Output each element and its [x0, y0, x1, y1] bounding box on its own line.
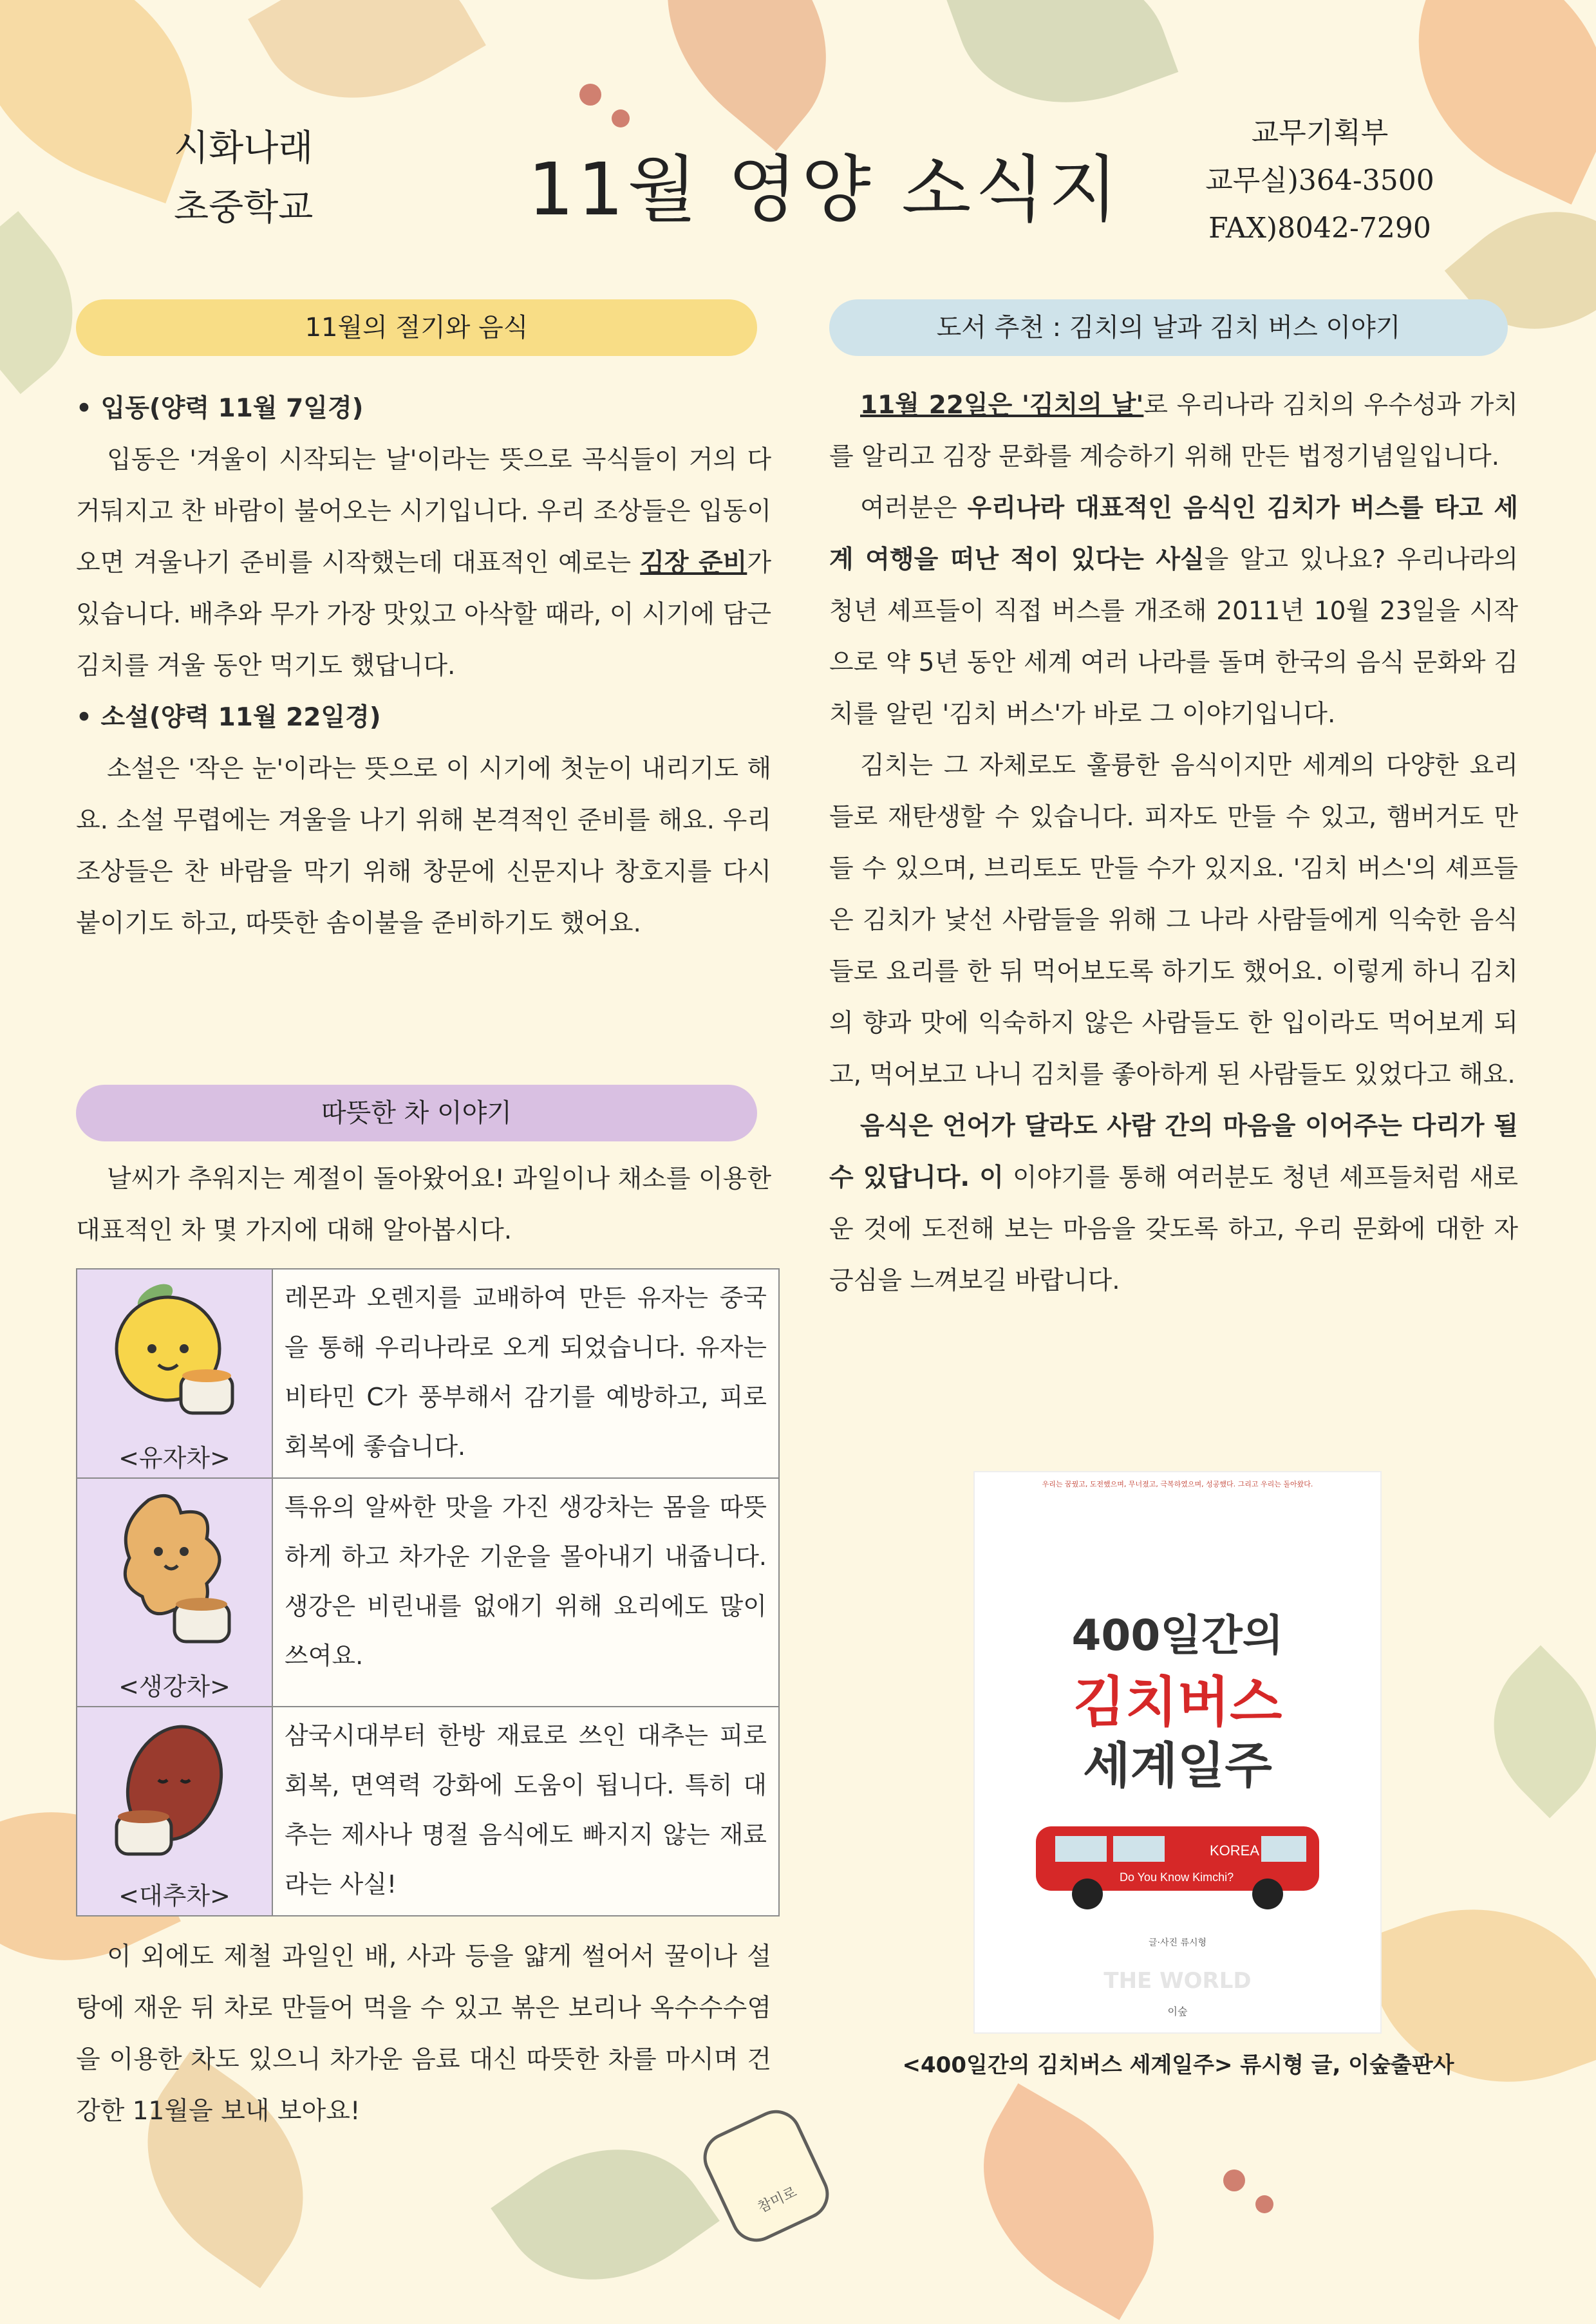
section-heading-tea: 따뜻한 차 이야기 [76, 1085, 757, 1141]
tea-icon-cell [77, 1478, 272, 1707]
tea-table [76, 1268, 780, 1916]
school-name [174, 119, 313, 238]
book-tagline: 우리는 꿈꿨고, 도전했으며, 무너졌고, 극복하였으며, 성공했다. 그리고 우리는 돌아왔다. [1042, 1480, 1313, 1488]
book-publisher-mark: 이숲 [1167, 2005, 1188, 2018]
tea-icon-cell [77, 1269, 272, 1478]
tea-icon-cell [77, 1707, 272, 1916]
tea-name: <대추차> [118, 1882, 230, 1910]
tea-description: 삼국시대부터 한방 재료로 쓰인 대추는 피로 회복, 면역력 강화에 도움이 됩니다. 특히 대추는 제사나 명절 음식에도 빠지지 않는 재료라는 사실! [272, 1707, 779, 1916]
kimchi-dishes-paragraph: 김치는 그 자체로도 훌륭한 음식이지만 세계의 다양한 요리들로 재탄생할 수 있습니다. 피자도 만들 수 있고, 햄버거도 만들 수 있으며, 브리토도 만들 수가 있지요. '김치 버스'의 셰프들은 김치가 낯선 사람들을 위해 그 나라 사람들에게 익숙한 음식들로 요리를 한 뒤 먹어보도록 하기도 했어요. 이렇게 하니 김치의 향과 맛에 익숙하지 않은 사람들도 한 입이라도 먹어보게 되고, 먹어보고 나니 김치를 좋아하게 된 사람들도 있었다고 해요. [829, 751, 1518, 1089]
decor-berry [612, 109, 630, 127]
office-phone: 교무실)364-3500 [1205, 164, 1434, 197]
tea-intro: 날씨가 추워지는 계절이 돌아왔어요! 과일이나 채소를 이용한 대표적인 차 몇 가지에 대해 알아봅시다. [76, 1165, 771, 1245]
decor-leaf [946, 0, 1179, 138]
decor-leaf [491, 2105, 720, 2324]
yuzu-tea-icon [104, 1278, 245, 1426]
tea-description: 특유의 알싸한 맛을 가진 생강차는 몸을 따뜻하게 하고 차가운 기운을 몰아내기 내줍니다. 생강은 비린내를 없애기 위해 요리에도 많이 쓰여요. [272, 1478, 779, 1707]
book-cover [973, 1471, 1382, 2034]
ginger-tea-icon [104, 1487, 245, 1648]
book-title-line2: 김치버스 [1073, 1671, 1282, 1734]
kimchi-bus-paragraph: 여러분은 우리나라 대표적인 음식인 김치가 버스를 타고 세계 여행을 떠난 적이 있다는 사실을 알고 있나요? 우리나라의 청년 셰프들이 직접 버스를 개조해 2011년 10월 23일을 시작으로 약 5년 동안 세계 여러 나라를 돌며 한국의 음식 문화와 김치를 알린 '김치 버스'가 바로 그 이야기입니다. [829, 494, 1518, 729]
contact-info [1178, 109, 1461, 252]
decor-berry [579, 84, 601, 106]
kimchi-day-paragraph: 11월 22일은 '김치의 날'로 우리나라 김치의 우수성과 가치를 알리고 김장 문화를 계승하기 위해 만든 법정기념일입니다. [829, 391, 1518, 471]
soseol-paragraph: 소설은 '작은 눈'이라는 뜻으로 이 시기에 첫눈이 내리기도 해요. 소설 무렵에는 겨울을 나기 위해 본격적인 준비를 해요. 우리 조상들은 찬 바람을 막기 위해 창문에 신문지나 창호지를 다시 붙이기도 하고, 따뜻한 솜이불을 준비하기도 했어요. [76, 754, 771, 938]
decor-leaf [1459, 1645, 1596, 1819]
book-title-line1: 400일간의 [1071, 1611, 1284, 1660]
decor-berry [1223, 2169, 1245, 2191]
table-row [77, 1269, 779, 1478]
term-soseol: • 소설(양력 11월 22일경) [76, 692, 771, 744]
table-row [77, 1707, 779, 1916]
term-ipdong: • 입동(양력 11월 7일경) [76, 383, 771, 435]
jujube-tea-icon [104, 1716, 245, 1864]
page-title: 11월 영양 소식지 [528, 148, 1122, 232]
kimjang-highlight: 김장 준비 [640, 548, 747, 577]
decor-leaf [941, 2083, 1196, 2320]
fax-number: FAX)8042-7290 [1208, 212, 1431, 245]
department-name: 교무기획부 [1251, 117, 1389, 149]
decor-leaf [618, 0, 875, 151]
book-caption: <400일간의 김치버스 세계일주> 류시형 글, 이숲출판사 [902, 2052, 1454, 2078]
school-name-line2: 초중학교 [174, 187, 314, 229]
kimchi-bus-highlight: 우리나라 대표적인 음식인 김치가 버스를 타고 세계 여행을 떠난 적이 있다는 사실 [829, 494, 1518, 574]
stamp-text: 참미로 [755, 2184, 800, 2216]
decor-leaf [1358, 1869, 1596, 2123]
school-name-line1: 시화나래 [174, 127, 314, 169]
seasons-text [76, 383, 771, 950]
book-text [829, 380, 1518, 1307]
tea-outro: 이 외에도 제철 과일인 배, 사과 등을 얇게 썰어서 꿀이나 설탕에 재운 뒤 차로 만들어 먹을 수 있고 볶은 보리나 옥수수수염을 이용한 차도 있으니 차가운 음료 대신 따뜻한 차를 마시며 건강한 11월을 보내 보아요! [76, 1942, 771, 2126]
ipdong-paragraph: 입동은 '겨울이 시작되는 날'이라는 뜻으로 곡식들이 거의 다 거둬지고 찬 바람이 불어오는 시기입니다. 우리 조상들은 입동이 오면 겨울나기 준비를 시작했는데 대표적인 예로는 김장 준비가 있습니다. 배추와 무가 가장 맛있고 아삭할 때라, 이 시기에 담근 김치를 겨울 동안 먹기도 했답니다. [76, 445, 771, 680]
book-title-line3: 세계일주 [1083, 1737, 1272, 1794]
section-heading-book: 도서 추천 : 김치의 날과 김치 버스 이야기 [829, 299, 1508, 356]
closing-highlight: 음식은 언어가 달라도 사람 간의 마음을 이어주는 다리가 될 수 있답니다. 이 [829, 1112, 1518, 1192]
kimchi-bus-image [1017, 1807, 1338, 1916]
closing-paragraph: 음식은 언어가 달라도 사람 간의 마음을 이어주는 다리가 될 수 있답니다. 이 이야기를 통해 여러분도 청년 셰프들처럼 새로운 것에 도전해 보는 마음을 갖도록 하고, 우리 문화에 대한 자긍심을 느껴보길 바랍니다. [829, 1112, 1518, 1295]
book-author: 글·사진 류시형 [1148, 1938, 1207, 1948]
book-subtitle: THE WORLD [1103, 1968, 1252, 1994]
tea-name: <생강차> [118, 1673, 230, 1701]
decor-berry [1255, 2195, 1273, 2213]
tea-description: 레몬과 오렌지를 교배하여 만든 유자는 중국을 통해 우리나라로 오게 되었습니다. 유자는 비타민 C가 풍부해서 감기를 예방하고, 피로 회복에 좋습니다. [272, 1269, 779, 1478]
section-heading-seasons: 11월의 절기와 음식 [76, 299, 757, 356]
bus-slogan: Do You Know Kimchi? [1120, 1871, 1234, 1884]
tea-name: <유자차> [118, 1444, 230, 1472]
table-row [77, 1478, 779, 1707]
kimchi-day-highlight: 11월 22일은 '김치의 날' [860, 391, 1144, 420]
bus-side-text: KOREA [1210, 1842, 1260, 1859]
